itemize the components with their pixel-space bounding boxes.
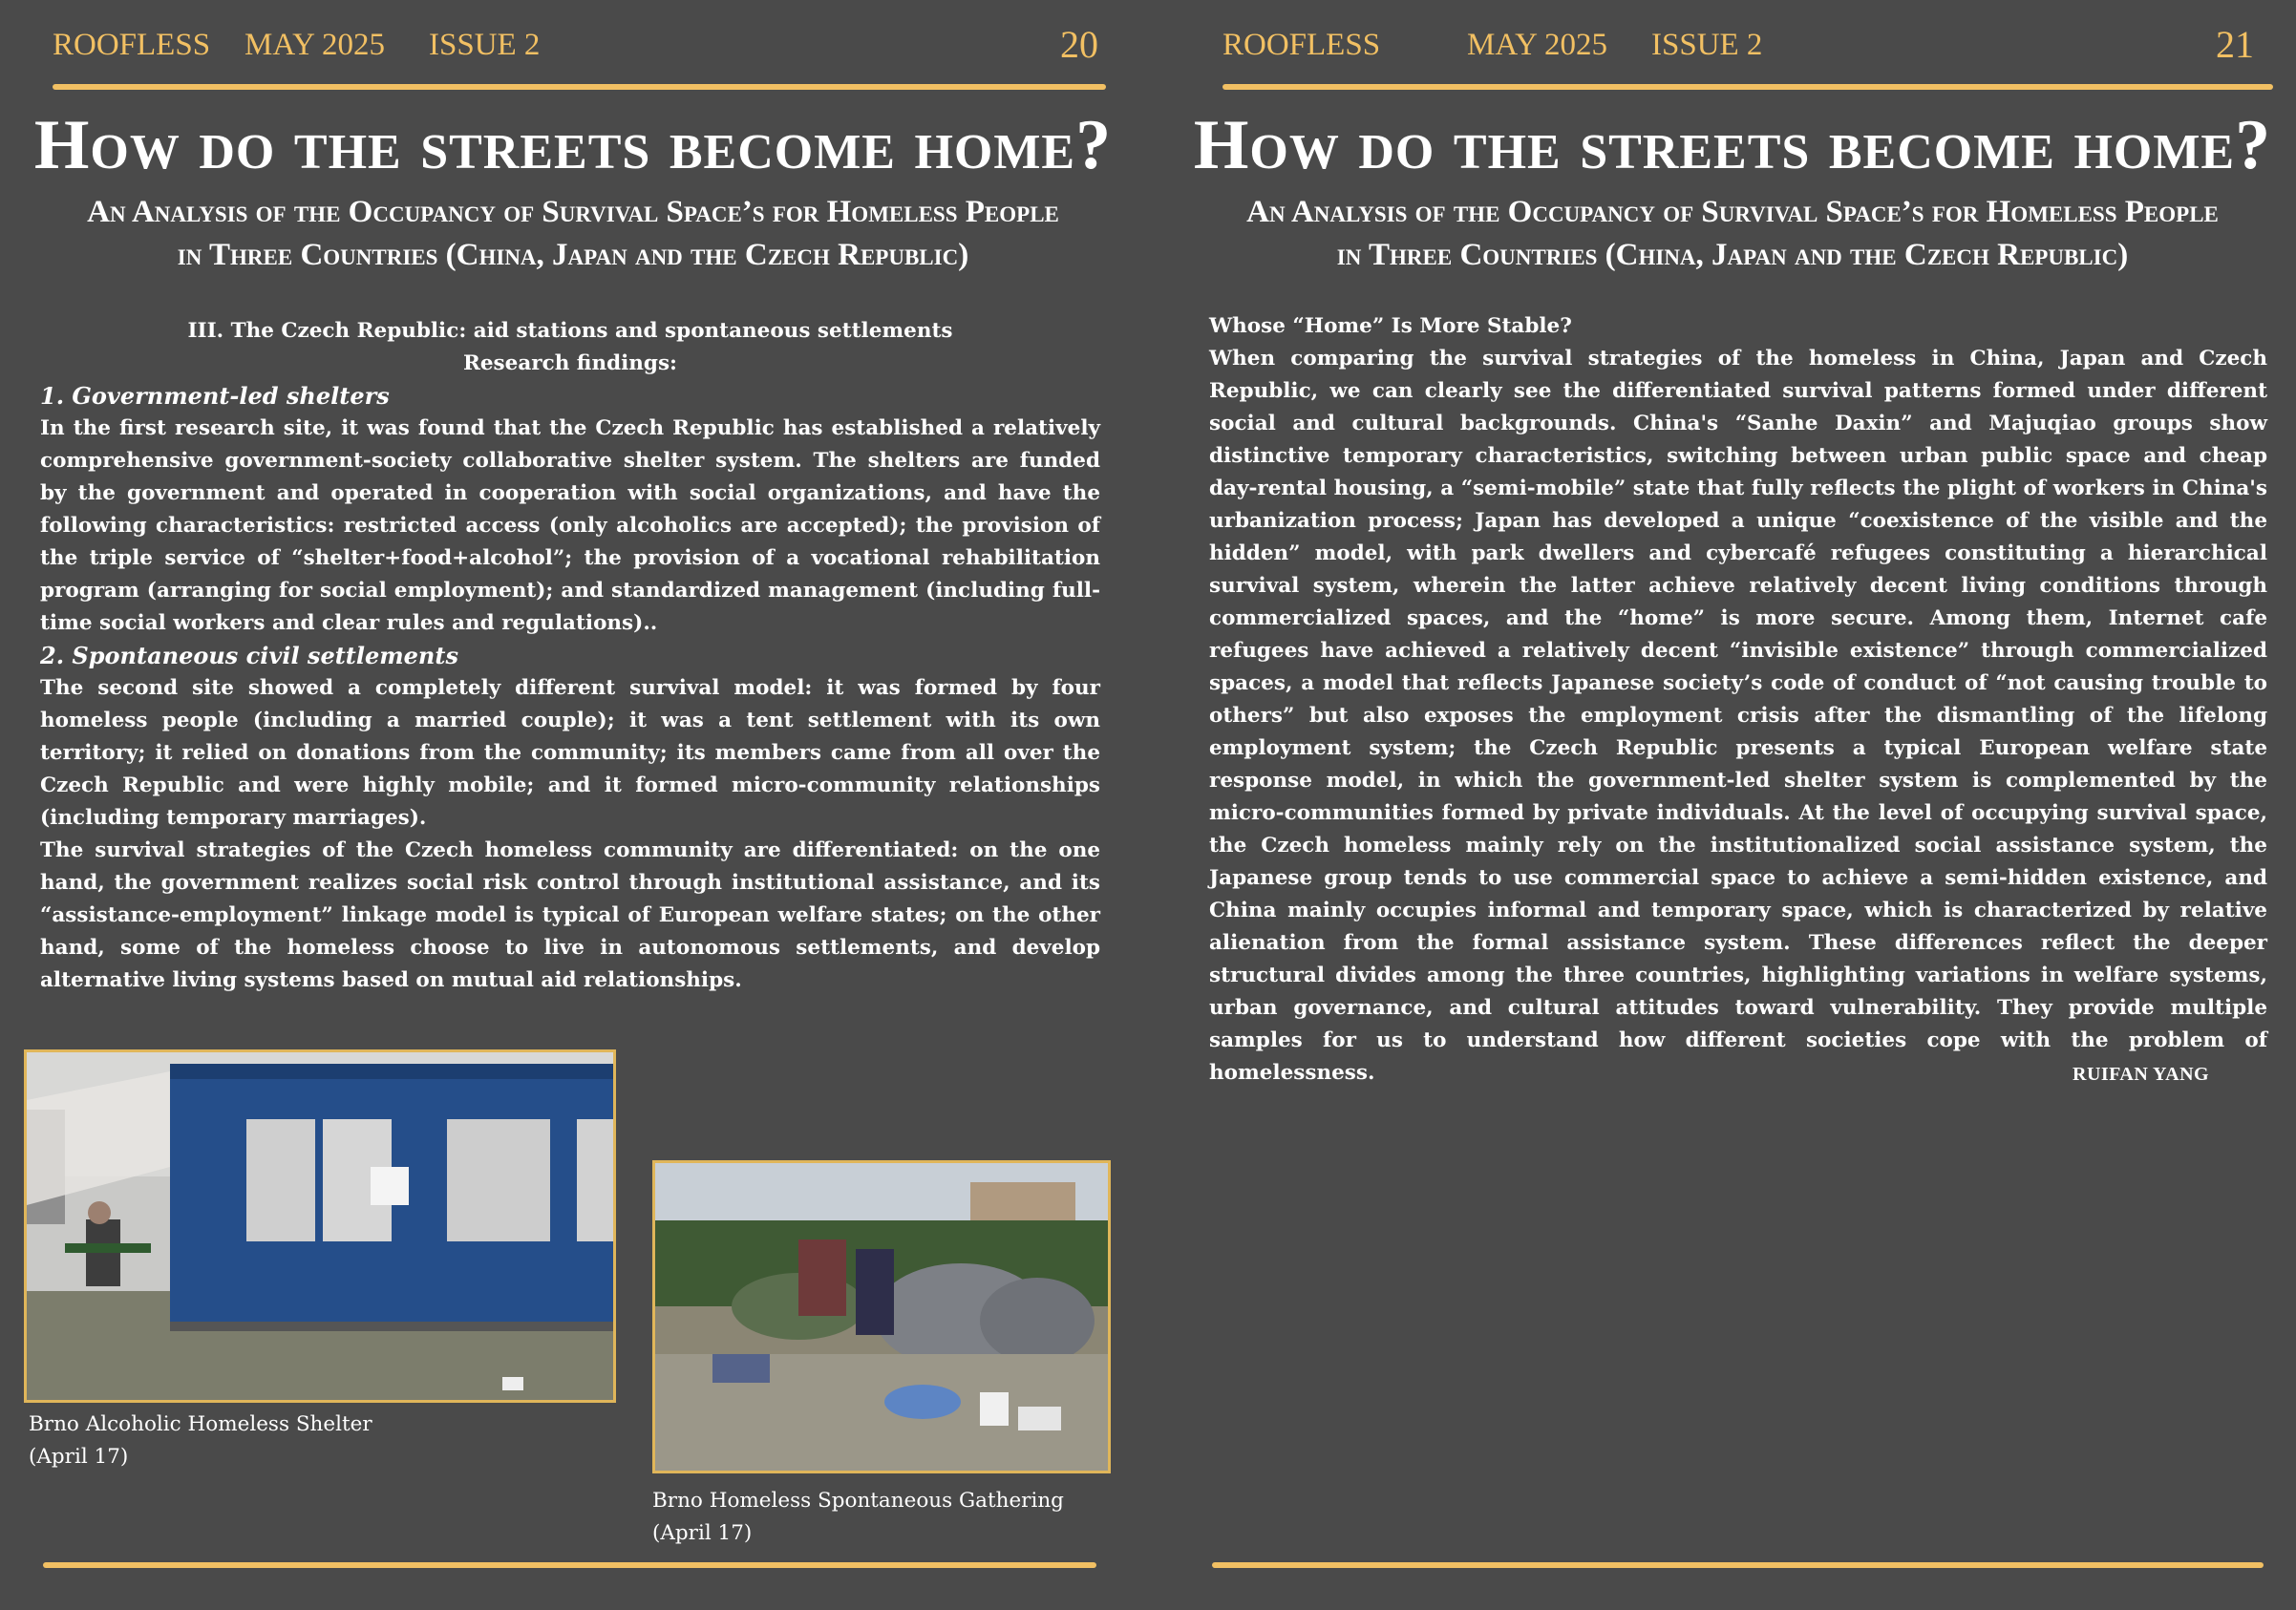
issue-number: ISSUE 2 bbox=[429, 28, 541, 62]
paragraph: When comparing the survival strategies of the homeless in China, Japan and Czech Republic, we can clearly see the differentiated survival patterns formed under different social and cultural backgrounds. China's “Sanhe Daxin” and Majuqiao groups show distinctive temporary characteristics, switching between urban public space and cheap day-rental housing, a “semi-mobile” state that fully reflects the plight of workers in China's urbanization process; Japan has developed a unique “coexistence of the visible and the hidden” model, with park dwellers and cybercafé refugees constituting a hierarchical survival system, wherein the latter achieve relatively decent living conditions through commercialized spaces, and the “home” is more secure. Among them, Internet cafe refugees have achieved a relatively decent “invisible existence” through commercialized spaces, a model that reflects Japanese society’s code of conduct of “not causing trouble to others” but also exposes the employment crisis after the dismantling of the lifelong employment system; the Czech Republic presents a typical European welfare state response model, in which the government-led shelter system is complemented by the micro-communities formed by private individuals. At the level of occupying survival space, the Czech homeless mainly rely on the institutionalized social assistance system, the Japanese group tends to use commercial space to achieve a semi-hidden existence, and China mainly occupies informal and temporary space, which is characterized by relative alienation from the formal assistance system. These differences reflect the deeper structural divides among the three countries, highlighting variations in welfare systems, urban governance, and cultural attitudes toward vulnerability. They provide multiple samples for us to understand how different societies cope with the problem of homelessness. bbox=[1209, 347, 2267, 1085]
subtitle-line: An Analysis of the Occupancy of Survival Space’s for Homeless People bbox=[87, 195, 1059, 229]
left-page bbox=[0, 0, 1146, 1610]
page-header bbox=[1222, 21, 2254, 69]
subtitle-line: in Three Countries (China, Japan and the Czech Republic) bbox=[1336, 238, 2129, 272]
caption-line: (April 17) bbox=[29, 1445, 129, 1469]
page-number: 21 bbox=[2216, 23, 2254, 66]
photo-caption bbox=[29, 1409, 621, 1473]
settlement-photo-illustration bbox=[655, 1163, 1108, 1471]
paragraph: In the first research site, it was found that the Czech Republic has established a relatively comprehensive government-society collaborative shelter system. The shelters are funded by the government and operated in cooperation with social organizations, and have the following characteristics: restricted access (only alcoholics are accepted); the provision of the triple service of “shelter+food+alcohol”; the provision of a vocational rehabilitation program (arranging for social employment); and standardized management (including full-time social workers and clear rules and regulations).. bbox=[40, 416, 1100, 635]
section-heading: Whose “Home” Is More Stable? bbox=[1209, 314, 1572, 338]
footer-rule bbox=[1212, 1562, 2264, 1568]
caption-line: (April 17) bbox=[652, 1521, 753, 1545]
caption-line: Brno Alcoholic Homeless Shelter bbox=[29, 1412, 372, 1436]
page-number: 20 bbox=[1060, 23, 1098, 66]
subtitle-line: in Three Countries (China, Japan and the Czech Republic) bbox=[177, 238, 969, 272]
section-heading: III. The Czech Republic: aid stations and spontaneous settlements bbox=[187, 319, 953, 343]
header-rule bbox=[1222, 84, 2273, 90]
page-header bbox=[53, 21, 1098, 69]
shelter-photo bbox=[24, 1049, 616, 1403]
article-title: How do the streets become home? bbox=[1193, 106, 2272, 184]
article-title: How do the streets become home? bbox=[33, 106, 1113, 184]
article-body bbox=[1209, 310, 2267, 1090]
photo-caption bbox=[652, 1485, 1149, 1550]
issue-number: ISSUE 2 bbox=[1651, 28, 1763, 62]
subsection-heading: 2. Spontaneous civil settlements bbox=[40, 642, 458, 669]
footer-rule bbox=[43, 1562, 1096, 1568]
caption-line: Brno Homeless Spontaneous Gathering bbox=[652, 1489, 1064, 1513]
magazine-name: ROOFLESS bbox=[1222, 28, 1381, 62]
subsection-heading: 1. Government-led shelters bbox=[40, 382, 390, 410]
issue-date: MAY 2025 bbox=[244, 28, 386, 62]
article-subtitle bbox=[19, 191, 1127, 277]
article-body bbox=[40, 315, 1100, 997]
paragraph: The second site showed a completely different survival model: it was formed by four homeless people (including a married couple); it was a tent settlement with its own territory; it relied on donations from the community; its members came from all over the Czech Republic and were highly mobile; and it formed micro-community relationships (including temporary marriages). bbox=[40, 676, 1100, 830]
right-page bbox=[1169, 0, 2296, 1610]
issue-date: MAY 2025 bbox=[1467, 28, 1608, 62]
shelter-photo-illustration bbox=[27, 1052, 613, 1400]
paragraph: The survival strategies of the Czech homeless community are differentiated: on the one hand, the government realizes social risk control through institutional assistance, and its “assistance-employment” linkage model is typical of European welfare states; on the other hand, some of the homeless choose to live in autonomous settlements, and develop alternative living systems based on mutual aid relationships. bbox=[40, 838, 1100, 992]
subtitle-line: An Analysis of the Occupancy of Survival Space’s for Homeless People bbox=[1246, 195, 2219, 229]
magazine-name: ROOFLESS bbox=[53, 28, 211, 62]
header-rule bbox=[53, 84, 1106, 90]
article-subtitle bbox=[1179, 191, 2286, 277]
settlement-photo bbox=[652, 1160, 1111, 1473]
section-subheading: Research findings: bbox=[463, 351, 677, 375]
author-name: RUIFAN YANG bbox=[2073, 1064, 2210, 1085]
